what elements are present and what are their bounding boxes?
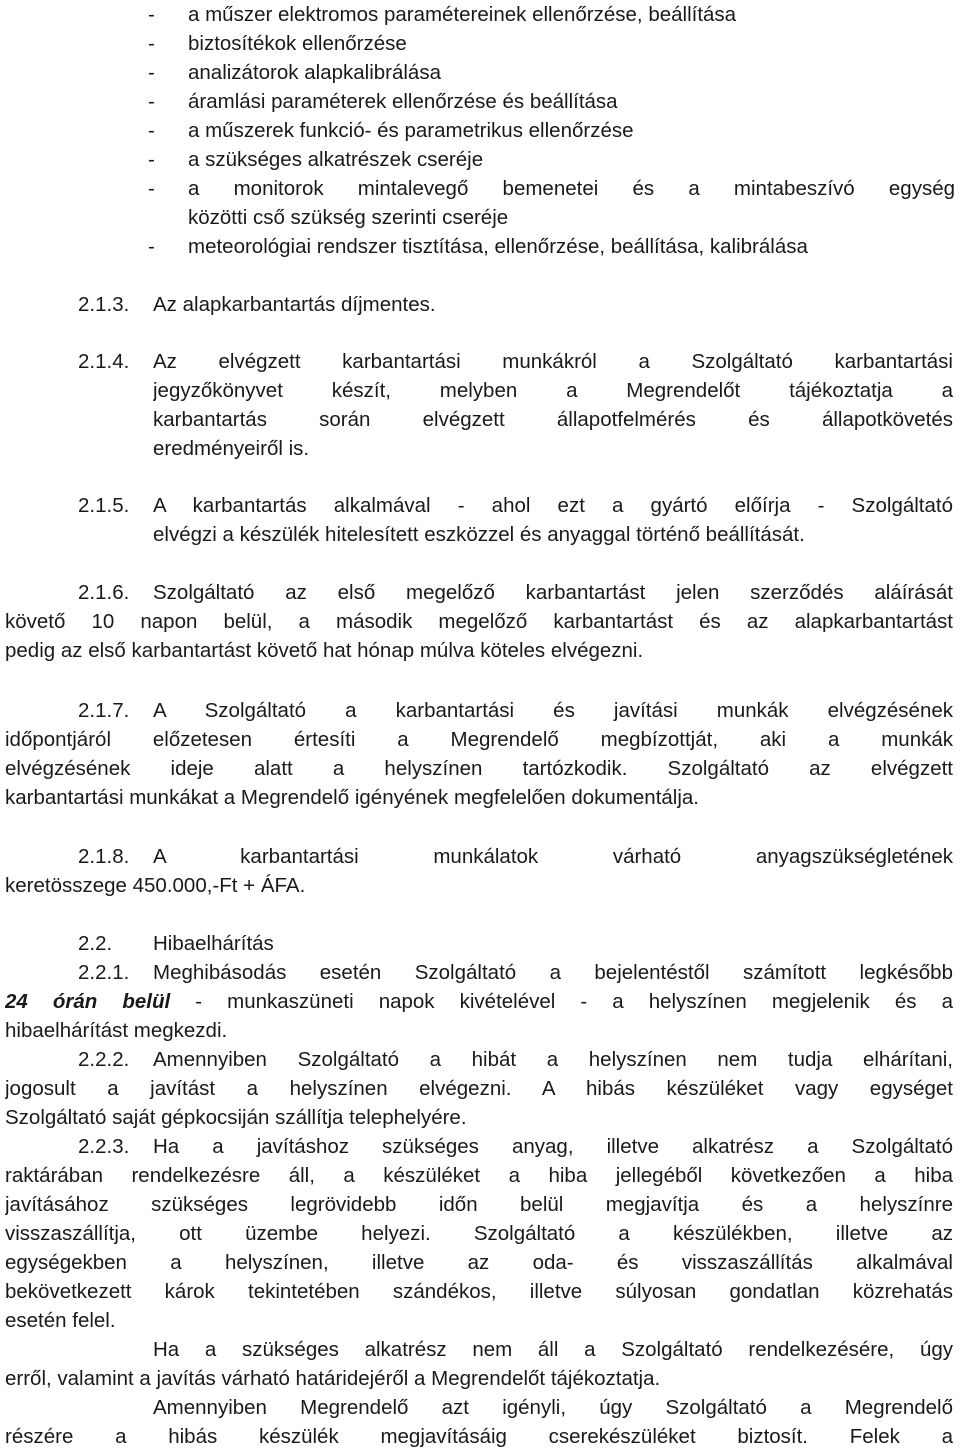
section-number: 2.1.7. (78, 699, 130, 722)
section-text-line: visszaszállítja, ott üzembe helyezi. Szolgáltató a készülékben, illetve az (5, 1222, 953, 1245)
section-text-line: jegyzőkönyvet készít, melyben a Megrendelőt tájékoztatja a (153, 379, 953, 402)
section-text-line: A karbantartási munkálatok várható anyagszükségletének (153, 845, 953, 868)
list-item-text-continued: közötti cső szükség szerinti cseréje (188, 206, 509, 229)
list-item (0, 174, 960, 232)
deadline-emphasis: 24 órán belül (5, 990, 171, 1013)
section-text-line: A Szolgáltató a karbantartási és javítási munkák elvégzésének (153, 699, 953, 722)
list-item-text: analizátorok alapkalibrálása (188, 61, 441, 84)
section-text-line: hibaelhárítást megkezdi. (5, 1019, 228, 1042)
list-item-text: a szükséges alkatrészek cseréje (188, 148, 484, 171)
list-item (0, 232, 960, 261)
section-text-line: Amennyiben Szolgáltató a hibát a helyszínen nem tudja elhárítani, (153, 1048, 953, 1071)
section-text-line: bekövetkezett károk tekintetében szándékos, illetve súlyosan gondatlan közrehatás (5, 1280, 953, 1303)
section-number: 2.2. (78, 932, 113, 955)
section-text-line: pedig az első karbantartást követő hat hónap múlva köteles elvégezni. (5, 639, 644, 662)
list-item (0, 145, 960, 174)
section-number: 2.2.3. (78, 1135, 130, 1158)
section-text-line: A karbantartás alkalmával - ahol ezt a gyártó előírja - Szolgáltató (153, 494, 953, 517)
list-item-text: meteorológiai rendszer tisztítása, ellenőrzése, beállítása, kalibrálása (188, 235, 808, 258)
section-text-line: javításához szükséges legrövidebb időn belül megjavítja és a helyszínre (5, 1193, 953, 1216)
section-text-line: Meghibásodás esetén Szolgáltató a bejelentéstől számított legkésőbb (153, 961, 953, 984)
section-text-line: követő 10 napon belül, a második megelőző karbantartást és az alapkarbantartást (5, 610, 953, 633)
section-number: 2.1.3. (78, 293, 130, 316)
section-text-line: karbantartás során elvégzett állapotfelmérés és állapotkövetés (153, 408, 953, 431)
section-text-line: Ha a javításhoz szükséges anyag, illetve alkatrész a Szolgáltató (153, 1135, 953, 1158)
list-item (0, 58, 960, 87)
section-text-line: elvégzésének ideje alatt a helyszínen tartózkodik. Szolgáltató az elvégzett (5, 757, 953, 780)
list-item-text: a műszerek funkció- és parametrikus ellenőrzése (188, 119, 634, 142)
section-text-line: időpontjáról előzetesen értesíti a Megrendelő megbízottját, aki a munkák (5, 728, 953, 751)
section-number: 2.1.4. (78, 350, 130, 373)
list-item-text: a műszer elektromos paramétereinek ellenőrzése, beállítása (188, 3, 737, 26)
section-number: 2.2.1. (78, 961, 130, 984)
paragraph-text-line: részére a hibás készülék megjavításáig cserekészüléket biztosít. Felek a (5, 1425, 953, 1448)
list-item-text: biztosítékok ellenőrzése (188, 32, 407, 55)
section-text-line: keretösszege 450.000,-Ft + ÁFA. (5, 874, 306, 897)
paragraph-text-line: erről, valamint a javítás várható határidejéről a Megrendelőt tájékoztatja. (5, 1367, 661, 1390)
bullet-dash: - (148, 235, 155, 258)
section-text-line: Az elvégzett karbantartási munkákról a Szolgáltató karbantartási (153, 350, 953, 373)
list-item-text: a monitorok mintalevegő bemenetei és a mintabeszívó egység (188, 177, 955, 200)
bullet-dash: - (148, 61, 155, 84)
list-item (0, 29, 960, 58)
section-number: 2.1.8. (78, 845, 130, 868)
section-text-line: Szolgáltató saját gépkocsiján szállítja telephelyére. (5, 1106, 467, 1129)
bullet-dash: - (148, 3, 155, 26)
section-number: 2.1.5. (78, 494, 130, 517)
section-text-fragment: - munkaszüneti napok kivételével - a helyszínen megjelenik és a (170, 990, 953, 1013)
paragraph-text-line: Amennyiben Megrendelő azt igényli, úgy Szolgáltató a Megrendelő (153, 1396, 953, 1419)
section-text: Az alapkarbantartás díjmentes. (153, 293, 436, 316)
bullet-dash: - (148, 119, 155, 142)
section-heading: Hibaelhárítás (153, 932, 274, 955)
bullet-dash: - (148, 148, 155, 171)
section-text-line: jogosult a javítást a helyszínen elvégezni. A hibás készüléket vagy egységet (5, 1077, 953, 1100)
section-text-line: egységekben a helyszínen, illetve az oda- és visszaszállítás alkalmával (5, 1251, 953, 1274)
section-text-line: raktárában rendelkezésre áll, a készüléket a hiba jellegéből következően a hiba (5, 1164, 953, 1187)
section-text-line: Szolgáltató az első megelőző karbantartást jelen szerződés aláírását (153, 581, 953, 604)
section-number: 2.2.2. (78, 1048, 130, 1071)
list-item (0, 116, 960, 145)
section-number: 2.1.6. (78, 581, 130, 604)
paragraph-text-line: Ha a szükséges alkatrész nem áll a Szolgáltató rendelkezésére, úgy (153, 1338, 953, 1361)
bullet-dash: - (148, 177, 155, 200)
section-text-line: karbantartási munkákat a Megrendelő igényének megfelelően dokumentálja. (5, 786, 700, 809)
list-item (0, 0, 960, 29)
list-item-text: áramlási paraméterek ellenőrzése és beállítása (188, 90, 618, 113)
bullet-dash: - (148, 32, 155, 55)
section-text-line (5, 987, 953, 1016)
section-text-line: esetén felel. (5, 1309, 116, 1332)
list-item (0, 87, 960, 116)
section-text-line: elvégzi a készülék hitelesített eszközzel és anyaggal történő beállítását. (153, 523, 805, 546)
bullet-dash: - (148, 90, 155, 113)
section-text-line: eredményeiről is. (153, 437, 310, 460)
